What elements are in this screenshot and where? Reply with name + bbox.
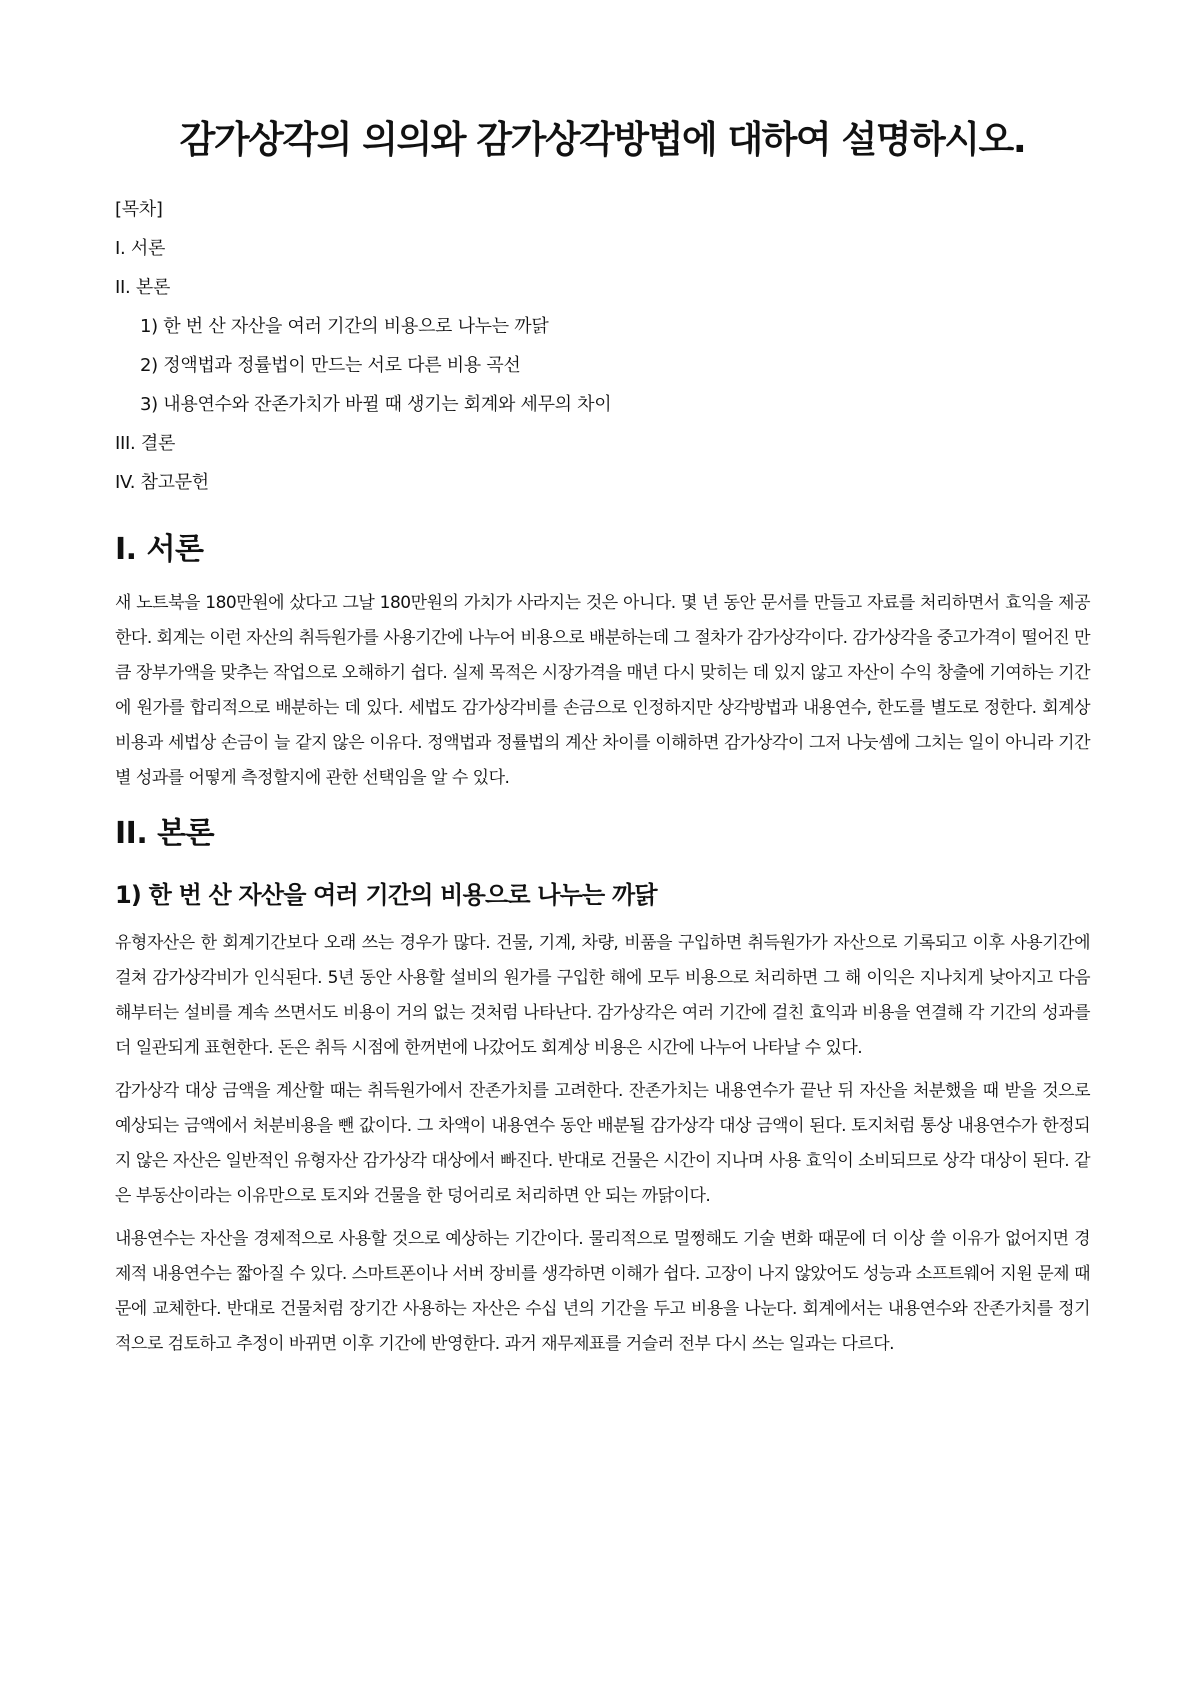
toc-item-body-1: 1) 한 번 산 자산을 여러 기간의 비용으로 나누는 까닭 [140, 316, 549, 337]
toc-item-body-3: 3) 내용연수와 잔존가치가 바뀔 때 생기는 회계와 세무의 차이 [140, 394, 612, 415]
toc-heading: [목차] [115, 199, 163, 220]
subsection-heading-1: 1) 한 번 산 자산을 여러 기간의 비용으로 나누는 까닭 [115, 881, 657, 909]
document-title: 감가상각의 의의와 감가상각방법에 대하여 설명하시오. [179, 118, 1026, 161]
intro-paragraph: 새 노트북을 180만원에 샀다고 그날 180만원의 가치가 사라지는 것은 아니다. 몇 년 동안 문서를 만들고 자료를 처리하면서 효익을 제공한다. 회계는 이런 자산의 취득원가를 사용기간에 나누어 비용으로 배분하는데 그 절차가 감가상각이다. 감가상각을 중고가격이 떨어진 만큼 장부가액을 맞추는 작업으로 오해하기 쉽다. 실제 목적은 시장가격을 매년 다시 맞히는 데 있지 않고 자산이 수익 창출에 기여하는 기간에 원가를 합리적으로 배분하는 데 있다. 세법도 감가상각비를 손금으로 인정하지만 상각방법과 내용연수, 한도를 별도로 정한다. 회계상 비용과 세법상 손금이 늘 같지 않은 이유다. 정액법과 정률법의 계산 차이를 이해하면 감가상각이 그저 나눗셈에 그치는 일이 아니라 기간별 성과를 어떻게 측정할지에 관한 선택임을 알 수 있다. [115, 593, 1090, 788]
section-heading-body: II. 본론 [115, 816, 215, 851]
toc-item-conclusion: III. 결론 [115, 433, 176, 454]
body-paragraph: 감가상각 대상 금액을 계산할 때는 취득원가에서 잔존가치를 고려한다. 잔존가치는 내용연수가 끝난 뒤 자산을 처분했을 때 받을 것으로 예상되는 금액에서 처분비용을 뺀 값이다. 그 차액이 내용연수 동안 배분될 감가상각 대상 금액이 된다. 토지처럼 통상 내용연수가 한정되지 않은 자산은 일반적인 유형자산 감가상각 대상에서 빠진다. 반대로 건물은 시간이 지나며 사용 효익이 소비되므로 상각 대상이 된다. 같은 부동산이라는 이유만으로 토지와 건물을 한 덩어리로 처리하면 안 되는 까닭이다. [115, 1081, 1090, 1206]
toc-item-intro: I. 서론 [115, 238, 166, 259]
body-paragraph: 내용연수는 자산을 경제적으로 사용할 것으로 예상하는 기간이다. 물리적으로 멀쩡해도 기술 변화 때문에 더 이상 쓸 이유가 없어지면 경제적 내용연수는 짧아질 수 있다. 스마트폰이나 서버 장비를 생각하면 이해가 쉽다. 고장이 나지 않았어도 성능과 소프트웨어 지원 문제 때문에 교체한다. 반대로 건물처럼 장기간 사용하는 자산은 수십 년의 기간을 두고 비용을 나눈다. 회계에서는 내용연수와 잔존가치를 정기적으로 검토하고 추정이 바뀌면 이후 기간에 반영한다. 과거 재무제표를 거슬러 전부 다시 쓰는 일과는 다르다. [115, 1229, 1090, 1354]
toc-item-body-2: 2) 정액법과 정률법이 만드는 서로 다른 비용 곡선 [140, 355, 521, 376]
toc-item-references: IV. 참고문헌 [115, 472, 209, 493]
section-heading-intro: I. 서론 [115, 532, 204, 567]
body-paragraph: 유형자산은 한 회계기간보다 오래 쓰는 경우가 많다. 건물, 기계, 차량, 비품을 구입하면 취득원가가 자산으로 기록되고 이후 사용기간에 걸쳐 감가상각비가 인식된다. 5년 동안 사용할 설비의 원가를 구입한 해에 모두 비용으로 처리하면 그 해 이익은 지나치게 낮아지고 다음 해부터는 설비를 계속 쓰면서도 비용이 거의 없는 것처럼 나타난다. 감가상각은 여러 기간에 걸친 효익과 비용을 연결해 각 기간의 성과를 더 일관되게 표현한다. 돈은 취득 시점에 한꺼번에 나갔어도 회계상 비용은 시간에 나누어 나타날 수 있다. [115, 933, 1090, 1058]
toc-item-body: II. 본론 [115, 277, 171, 298]
table-of-contents [115, 190, 1090, 502]
